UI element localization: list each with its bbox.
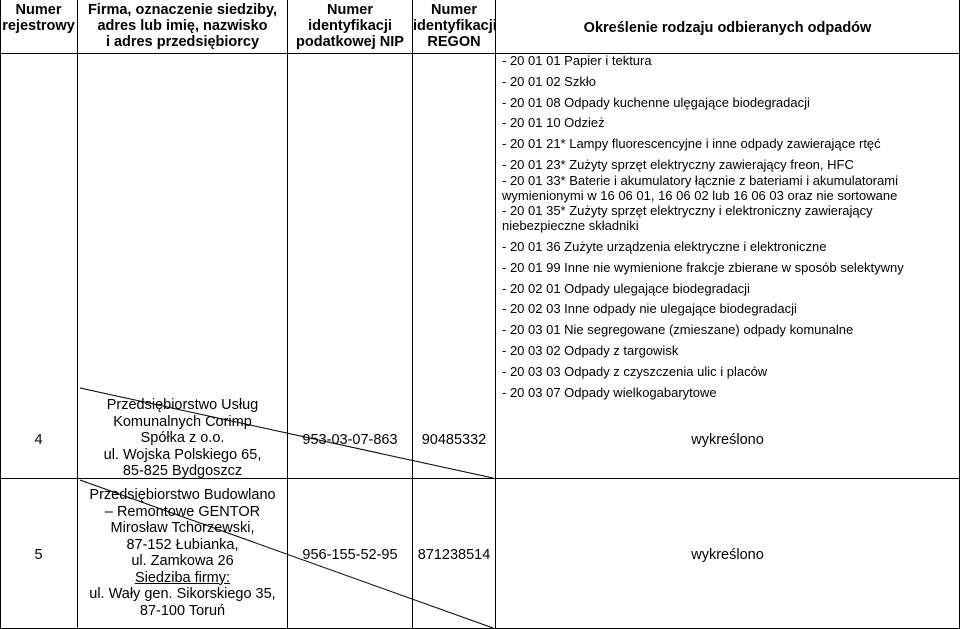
waste-item: - 20 03 02 Odpady z targowisk [502, 342, 679, 358]
waste-list [502, 54, 957, 400]
header-firm: Firma, oznaczenie siedziby, adres lub imię, nazwisko i adres przedsiębiorcy [87, 2, 278, 50]
waste-item: - 20 01 08 Odpady kuchenne ulęgające biodegradacji [502, 94, 810, 110]
waste-item: - 20 01 02 Szkło [502, 73, 596, 89]
header-nip: Numer identyfikacji podatkowej NIP [296, 2, 404, 50]
register-number: 5 [34, 547, 43, 563]
regon-number: 871238514 [417, 547, 491, 563]
regon-number: 90485332 [421, 432, 487, 448]
waste-item: - 20 01 21* Lampy fluorescencyjne i inne odpady zawierające rtęć [502, 136, 881, 152]
header-regon: Numer identyfikacji REGON [413, 2, 497, 50]
waste-item: - 20 03 03 Odpady z czyszczenia ulic i placów [502, 363, 768, 379]
waste-item: - 20 01 10 Odzież [502, 115, 605, 131]
status-text: wykreślono [691, 432, 764, 448]
waste-item: - 20 02 01 Odpady ulegające biodegradacji [502, 280, 750, 296]
status-text: wykreślono [691, 547, 764, 563]
waste-item: - 20 01 36 Zużyte urządzenia elektryczne i elektroniczne [502, 238, 827, 254]
waste-item: - 20 01 35* Zużyty sprzęt elektryczny i elektroniczny zawierający niebezpieczne składniki [502, 203, 873, 234]
firm-address: Przedsiębiorstwo Budowlano – Remontowe GENTOR Mirosław Tchorzewski, 87-152 Łubianka, ul. Zamkowa 26 Siedziba firmy: ul. Wały gen. Sikorskiego 35, 87-100 Toruń [89, 487, 276, 619]
firm-address: Przedsiębiorstwo Usług Komunalnych Corimp Spółka z o.o. ul. Wojska Polskiego 65, 85-825 Bydgoszcz [103, 397, 262, 479]
header-register-number: Numer rejestrowy [2, 2, 75, 34]
waste-item: - 20 01 23* Zużyty sprzęt elektryczny zawierający freon, HFC [502, 156, 854, 172]
register-number: 4 [34, 432, 43, 448]
waste-item: - 20 01 01 Papier i tektura [502, 53, 652, 68]
waste-item: - 20 01 33* Baterie i akumulatory łącznie z bateriami i akumulatorami wymienionymi w 16 06 01, 16 06 02 lub 16 06 03 oraz nie sortowane [502, 172, 898, 203]
waste-item: - 20 03 07 Odpady wielkogabarytowe [502, 384, 717, 400]
waste-item: - 20 02 03 Inne odpady nie ulegające biodegradacji [502, 301, 797, 317]
nip-number: 953-03-07-863 [302, 432, 398, 448]
nip-number: 956-155-52-95 [302, 547, 398, 563]
waste-item: - 20 01 99 Inne nie wymienione frakcje zbierane w sposób selektywny [502, 259, 904, 275]
waste-item: - 20 03 01 Nie segregowane (zmieszane) odpady komunalne [502, 322, 854, 338]
header-waste-types: Określenie rodzaju odbieranych odpadów [583, 20, 872, 36]
